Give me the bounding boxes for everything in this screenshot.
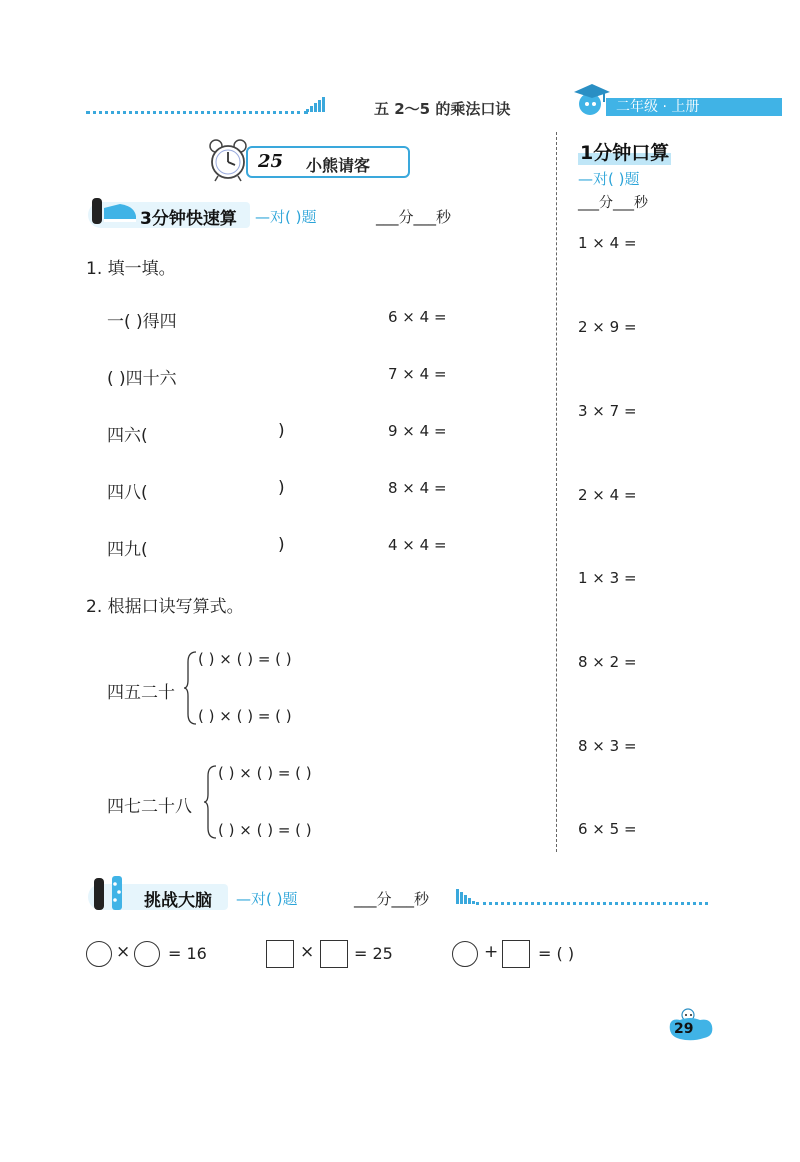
q2-group1-brace bbox=[184, 650, 198, 726]
challenge-dotted-line bbox=[476, 902, 708, 905]
q1-fill-3-close: ) bbox=[278, 421, 285, 441]
speed-score: —对( )题 bbox=[255, 208, 317, 226]
q2-group2-brace bbox=[204, 764, 218, 840]
q1-eq-5: 4 × 4 = bbox=[388, 536, 447, 554]
q1-fill-3: 四六( bbox=[107, 426, 148, 446]
challenge-title: 挑战大脑 bbox=[144, 891, 212, 911]
page-number: 29 bbox=[674, 1021, 694, 1037]
lesson-name: 小熊请客 bbox=[306, 156, 371, 175]
speed-time: ___分___秒 bbox=[376, 208, 452, 226]
puzzle3-result: = ( ) bbox=[538, 944, 575, 963]
puzzle1-times: × bbox=[116, 942, 131, 962]
side-eq-4: 2 × 4 = bbox=[578, 486, 637, 504]
puzzle3-circle bbox=[452, 941, 478, 967]
q2-group2-label: 四七二十八 bbox=[107, 797, 192, 817]
side-time: ___分___秒 bbox=[578, 195, 648, 211]
side-eq-6: 8 × 2 = bbox=[578, 653, 637, 671]
q1-eq-3: 9 × 4 = bbox=[388, 422, 447, 440]
lesson-number: 25 bbox=[258, 151, 284, 172]
q2-group2-line1: ( ) × ( ) = ( ) bbox=[218, 764, 312, 782]
side-title: 1分钟口算 bbox=[578, 138, 671, 165]
header-dotted-line bbox=[86, 111, 308, 114]
q1-fill-4: 四八( bbox=[107, 483, 148, 503]
puzzle1-result: = 16 bbox=[168, 944, 207, 963]
challenge-time: ___分___秒 bbox=[354, 890, 430, 908]
q1-fill-5: 四九( bbox=[107, 540, 148, 560]
side-eq-2: 2 × 9 = bbox=[578, 318, 637, 336]
sneaker-icon bbox=[90, 194, 138, 226]
header-bars-icon bbox=[306, 94, 326, 114]
side-eq-7: 8 × 3 = bbox=[578, 737, 637, 755]
q1-title: 1. 填一填。 bbox=[86, 259, 176, 279]
q2-group1-line2: ( ) × ( ) = ( ) bbox=[198, 707, 292, 725]
puzzle3-square bbox=[502, 940, 530, 968]
q1-fill-5-close: ) bbox=[278, 535, 285, 555]
side-eq-3: 3 × 7 = bbox=[578, 402, 637, 420]
q1-fill-2: ( )四十六 bbox=[107, 369, 177, 389]
puzzle1-circle-a bbox=[86, 941, 112, 967]
grade-label: 二年级 · 上册 bbox=[606, 98, 782, 116]
puzzle2-square-a bbox=[266, 940, 294, 968]
side-eq-1: 1 × 4 = bbox=[578, 234, 637, 252]
puzzle2-times: × bbox=[300, 942, 315, 962]
q1-eq-1: 6 × 4 = bbox=[388, 308, 447, 326]
speed-section-title: 3分钟快速算 bbox=[140, 209, 237, 229]
giraffe-icon bbox=[92, 874, 132, 912]
alarm-clock-icon bbox=[208, 138, 248, 182]
q1-eq-2: 7 × 4 = bbox=[388, 365, 447, 383]
side-eq-8: 6 × 5 = bbox=[578, 820, 637, 838]
side-eq-5: 1 × 3 = bbox=[578, 569, 637, 587]
q2-title: 2. 根据口诀写算式。 bbox=[86, 597, 244, 617]
q2-group1-line1: ( ) × ( ) = ( ) bbox=[198, 650, 292, 668]
challenge-score: —对( )题 bbox=[236, 890, 298, 908]
puzzle2-result: = 25 bbox=[354, 944, 393, 963]
q2-group2-line2: ( ) × ( ) = ( ) bbox=[218, 821, 312, 839]
q2-group1-label: 四五二十 bbox=[107, 683, 175, 703]
challenge-bars-icon bbox=[456, 886, 476, 906]
side-score: —对( )题 bbox=[578, 170, 640, 188]
puzzle1-circle-b bbox=[134, 941, 160, 967]
q1-fill-1: 一( )得四 bbox=[107, 312, 177, 332]
chapter-title: 五 2～5 的乘法口诀 bbox=[374, 100, 511, 118]
puzzle3-plus: + bbox=[484, 942, 499, 962]
puzzle2-square-b bbox=[320, 940, 348, 968]
q1-eq-4: 8 × 4 = bbox=[388, 479, 447, 497]
column-divider bbox=[556, 132, 557, 852]
q1-fill-4-close: ) bbox=[278, 478, 285, 498]
